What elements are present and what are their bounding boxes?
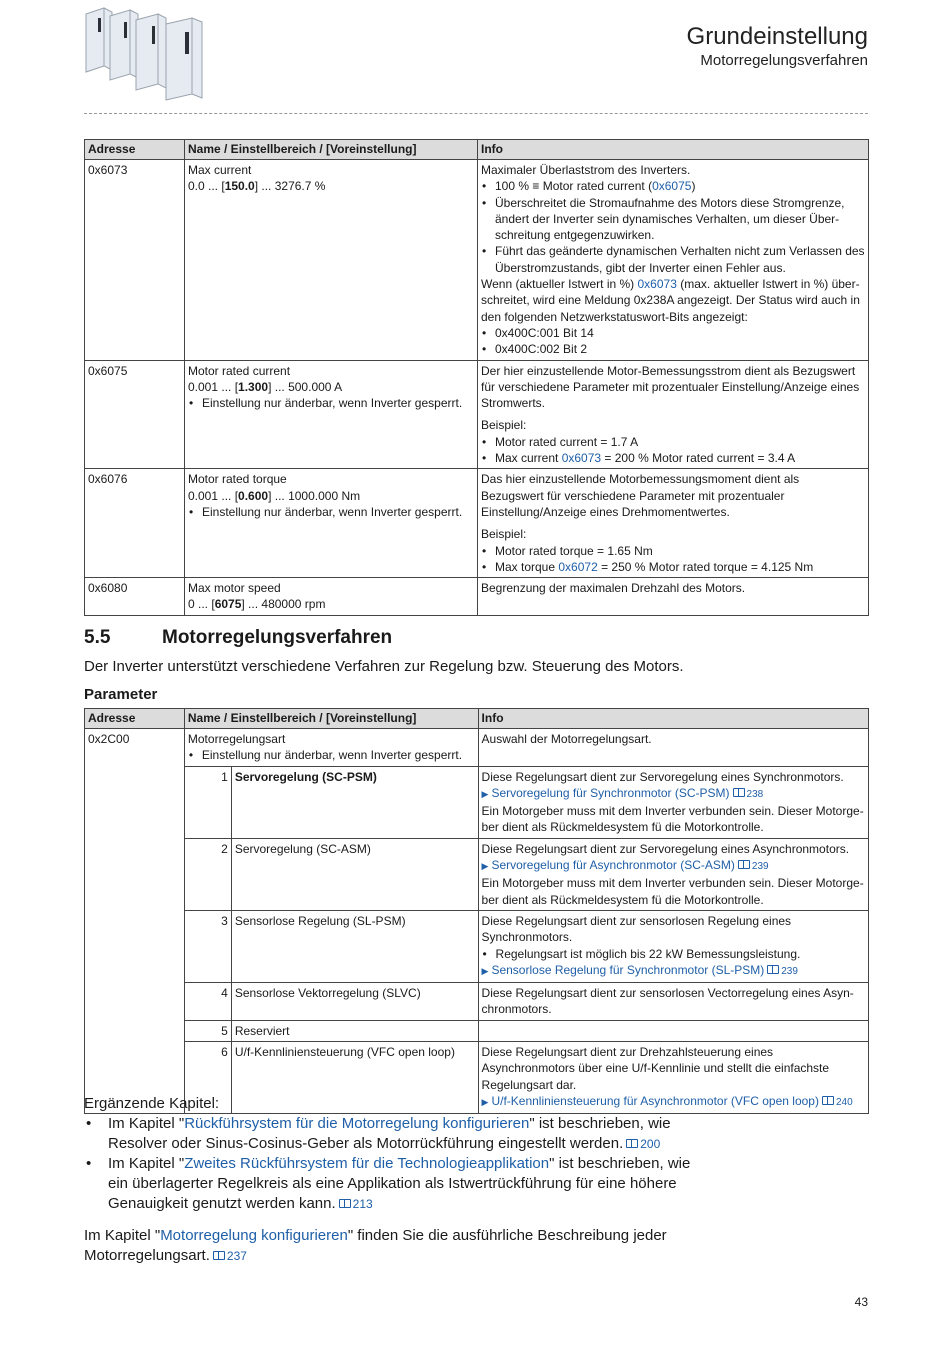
- address-cell: 0x2C00: [85, 729, 185, 1114]
- table-row: [85, 160, 869, 361]
- table-header-row: [85, 140, 869, 160]
- parameter-table-2: [84, 708, 869, 1114]
- info-text: Diese Regelungsart dient zur sensorlosen Regelung eines Synchronmotors.: [481, 913, 792, 945]
- info-text: Diese Regelungsart dient zur Servoregelung eines Synchronmotors.: [481, 769, 844, 784]
- table-row: [85, 469, 869, 578]
- list-item: • Überschreitet die Stromaufnahme des Motors diese Stromgrenze, ändert der Inverter sein dynamisches Verhalten, um dieser Überschreitung entgegenzuwirken.: [481, 195, 865, 244]
- info-text: Ein Motorgeber muss mit dem Inverter verbunden sein. Dieser Motorgeber dient als Rückmeldesystem fü die Motorkontrolle.: [481, 876, 864, 907]
- col-header-info: Info: [478, 709, 868, 729]
- list-item: • 100 % ≡ Motor rated current (0x6075): [481, 178, 865, 194]
- page-ref[interactable]: 213: [352, 1197, 373, 1211]
- info-text: Der hier einzustellende Motor-Bemessungsstrom dient als Bezugswert für verschiedene Parameter mit prozentualer Einstellung/Anzeige eines Stromwerts.: [481, 363, 860, 411]
- header-subtitle: Motorregelungsverfahren: [700, 52, 868, 69]
- parameter-table-1: [84, 139, 869, 616]
- page-ref[interactable]: 200: [640, 1137, 661, 1151]
- header-divider: [84, 113, 868, 114]
- list-item: • Einstellung nur änderbar, wenn Inverter gesperrt.: [188, 747, 475, 763]
- option-label: Servoregelung (SC-PSM): [231, 766, 478, 838]
- col-header-name: Name / Einstellbereich / [Voreinstellung]: [185, 140, 478, 160]
- info-text: Maximaler Überlaststrom des Inverters.: [481, 163, 691, 177]
- list-item: • Führt das geänderte dynamischen Verhalten nicht zum Verlassen des Überstromzustands, gibt der Inverter einen Fehler aus.: [481, 243, 865, 276]
- example-label: Beispiel:: [481, 418, 527, 433]
- param-name: Motor rated torque: [188, 472, 287, 487]
- option-label: Reserviert: [231, 1020, 478, 1041]
- info-cell: [478, 469, 869, 578]
- list-item: • Max current 0x6073 = 200 % Motor rated current = 3.4 A: [481, 450, 865, 466]
- book-icon: [339, 1199, 351, 1208]
- list-item: • Regelungsart ist möglich bis 22 kW Bemessungsleistung.: [482, 946, 865, 962]
- cross-ref-link[interactable]: ▶ Sensorlose Regelung für Synchronmotor (SL-PSM) 239: [481, 962, 798, 977]
- list-item: • Motor rated torque = 1.65 Nm: [481, 543, 865, 559]
- cross-ref-link[interactable]: ▶ U/f-Kennliniensteuerung für Asynchronmotor (VFC open loop) 240: [481, 1093, 853, 1108]
- info-text: Das hier einzustellende Motorbemessungsmoment dient als Bezugswert für verschiedene Parameter mit prozentualer Einstellung/Anzeige eines Drehmomentwertes.: [481, 472, 800, 519]
- info-cell: Auswahl der Motorregelungsart.: [478, 729, 868, 767]
- info-cell: Begrenzung der maximalen Drehzahl des Motors.: [478, 578, 869, 616]
- info-text: Diese Regelungsart dient zur Servoregelung eines Asynchronmotors.: [481, 841, 850, 856]
- cross-ref-link[interactable]: ▶ Servoregelung für Asynchronmotor (SC-ASM) 239: [481, 858, 769, 873]
- option-row: [85, 983, 869, 1021]
- option-label: Sensorlose Regelung (SL-PSM): [231, 910, 478, 982]
- param-name: Motor rated current: [188, 363, 291, 378]
- list-item: • Einstellung nur änderbar, wenn Inverter gesperrt.: [188, 395, 474, 411]
- book-icon: [626, 1139, 638, 1148]
- option-row: [85, 766, 869, 838]
- col-header-address: Adresse: [85, 709, 185, 729]
- book-icon: [822, 1096, 834, 1105]
- name-cell: [185, 160, 478, 361]
- list-item: • 0x400C:002 Bit 2: [481, 341, 865, 357]
- arrow-right-icon: ▶: [481, 1096, 489, 1107]
- table-row: [85, 578, 869, 616]
- page-header: [687, 22, 868, 70]
- list-item: • Einstellung nur änderbar, wenn Inverter gesperrt.: [188, 504, 474, 520]
- col-header-info: Info: [478, 140, 869, 160]
- info-text: Diese Regelungsart dient zur Drehzahlsteuerung eines Asynchronmotors über eine U/f-Kennlinie und stellt die einfachste Regelungsart dar.: [481, 1045, 830, 1092]
- book-icon: [733, 788, 745, 797]
- info-text: Ein Motorgeber muss mit dem Inverter verbunden sein. Dieser Motorgeber dient als Rückmeldesystem fü die Motorkontrolle.: [481, 804, 864, 835]
- section-intro: Der Inverter unterstützt verschiedene Verfahren zur Regelung bzw. Steuerung des Motors.: [84, 658, 684, 675]
- option-label: Sensorlose Vektorregelung (SLVC): [231, 983, 478, 1021]
- supplementary-heading: Ergänzende Kapitel:: [84, 1095, 220, 1112]
- list-item: • 0x400C:001 Bit 14: [481, 325, 865, 341]
- book-icon: [738, 860, 750, 869]
- name-cell: [185, 578, 478, 616]
- section-heading: [84, 627, 392, 649]
- list-item: • Im Kapitel "Rückführsystem für die Motorregelung konfigurieren" ist beschrieben, wie Resolver oder Sinus-Cosinus-Geber als Motorrückführung eingestellt werden. 200: [84, 1114, 704, 1154]
- list-item: • Im Kapitel "Zweites Rückführsystem für die Technologieapplikation" ist beschrieben, wie ein überlagerter Regelkreis als eine Applikation als Istwertrückführung für eine höhere Genauigkeit genutzt werden kann. 213: [84, 1154, 704, 1214]
- example-label: Beispiel:: [481, 527, 527, 542]
- product-image: [82, 6, 216, 102]
- address-cell: 0x6076: [85, 469, 185, 578]
- book-icon: [767, 965, 779, 974]
- arrow-right-icon: ▶: [481, 788, 489, 799]
- param-range: 0.001 ... [0.600] ... 1000.000 Nm: [188, 488, 361, 503]
- page-ref[interactable]: 237: [226, 1249, 247, 1263]
- param-name: Motorregelungsart: [187, 732, 286, 746]
- address-cell: 0x6075: [85, 360, 185, 469]
- col-header-name: Name / Einstellbereich / [Voreinstellung]: [184, 709, 478, 729]
- list-item: • Max torque 0x6072 = 250 % Motor rated torque = 4.125 Nm: [481, 559, 865, 575]
- chapter-link[interactable]: Zweites Rückführsystem für die Technologieapplikation: [184, 1155, 550, 1172]
- option-row: [85, 1020, 869, 1041]
- param-link[interactable]: 0x6072: [558, 559, 598, 574]
- section-number: 5.5: [84, 627, 111, 648]
- option-label: Servoregelung (SC-ASM): [231, 838, 478, 910]
- param-link[interactable]: 0x6075: [652, 179, 692, 194]
- option-number: 4: [184, 983, 231, 1021]
- info-cell: [478, 766, 868, 838]
- book-icon: [213, 1251, 225, 1260]
- option-number: 2: [184, 838, 231, 910]
- param-name: Max motor speed: [188, 581, 281, 596]
- cross-ref-link[interactable]: ▶ Servoregelung für Synchronmotor (SC-PSM) 238: [481, 785, 764, 800]
- table-row: [85, 360, 869, 469]
- table-row: [85, 729, 869, 767]
- address-cell: 0x6073: [85, 160, 185, 361]
- info-cell: [478, 360, 869, 469]
- list-item: • Motor rated current = 1.7 A: [481, 434, 865, 450]
- param-range: 0.0 ... [150.0] ... 3276.7 %: [188, 179, 326, 194]
- supplementary-chapters: [84, 1094, 704, 1266]
- info-cell: [478, 838, 868, 910]
- info-cell: [478, 1020, 868, 1041]
- option-number: 6: [184, 1042, 231, 1114]
- info-cell: [478, 160, 869, 361]
- section-title: Motorregelungsverfahren: [162, 627, 393, 648]
- info-cell: [478, 910, 868, 982]
- option-row: [85, 838, 869, 910]
- info-cell: Diese Regelungsart dient zur sensorlosen Vectorregelung eines Asynchronmotors.: [478, 983, 868, 1021]
- col-header-address: Adresse: [85, 140, 185, 160]
- param-link[interactable]: 0x6073: [561, 451, 602, 466]
- param-name: Max current: [188, 163, 252, 177]
- param-link[interactable]: 0x6073: [637, 277, 677, 292]
- page-number: 43: [854, 1295, 868, 1309]
- option-number: 1: [184, 766, 231, 838]
- option-label: U/f-Kennliniensteuerung (VFC open loop): [231, 1042, 478, 1114]
- option-number: 5: [184, 1020, 231, 1041]
- chapter-paragraph: Im Kapitel "Motorregelung konfigurieren" finden Sie die ausführliche Beschreibung jeder Motorregelungsart. 237: [84, 1227, 667, 1264]
- param-range: 0 ... [6075] ... 480000 rpm: [188, 597, 326, 612]
- arrow-right-icon: ▶: [481, 965, 489, 976]
- address-cell: 0x6080: [85, 578, 185, 616]
- parameter-label: Parameter: [84, 686, 158, 703]
- chapter-link[interactable]: Motorregelung konfigurieren: [160, 1227, 348, 1244]
- chapter-link[interactable]: Rückführsystem für die Motorregelung konfigurieren: [184, 1115, 530, 1132]
- option-number: 3: [184, 910, 231, 982]
- name-cell: [185, 360, 478, 469]
- table-header-row: [85, 709, 869, 729]
- name-cell: [185, 469, 478, 578]
- name-cell: [184, 729, 478, 767]
- info-text: Wenn (aktueller Istwert in %) 0x6073 (max. aktueller Istwert in %) überschreitet, wird eine Meldung 0x238A angezeigt. Der Status wird auch in den folgenden Netzwerkstatuswort-Bits angezeigt:: [481, 277, 860, 324]
- param-range: 0.001 ... [1.300] ... 500.000 A: [188, 379, 343, 394]
- option-row: [85, 910, 869, 982]
- arrow-right-icon: ▶: [481, 861, 489, 872]
- header-title: Grundeinstellung: [686, 23, 868, 50]
